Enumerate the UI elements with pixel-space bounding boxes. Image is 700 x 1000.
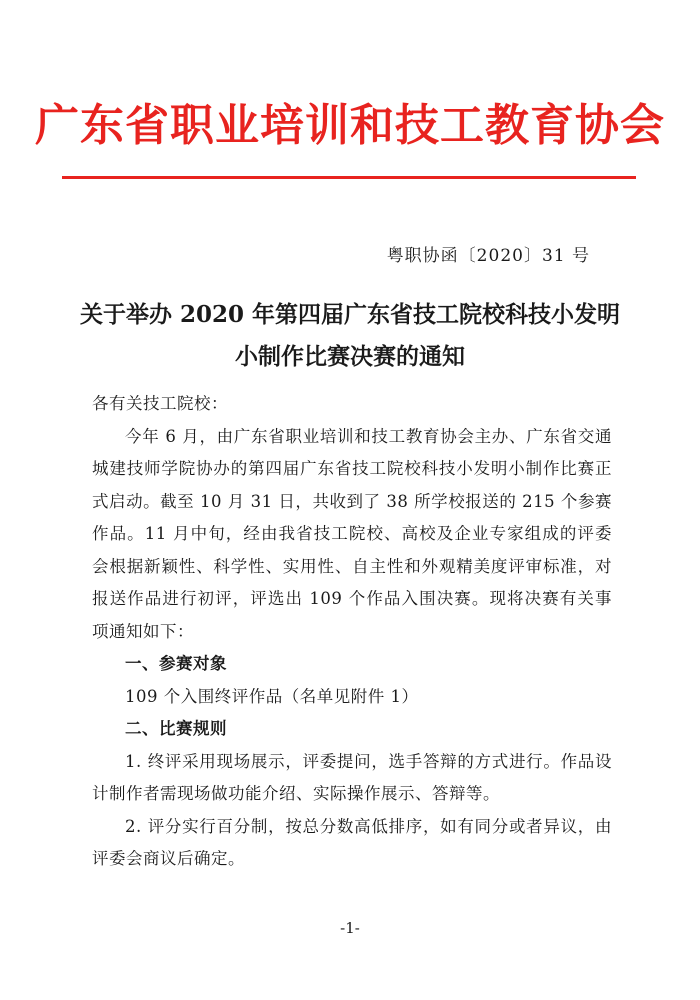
- document-heading-line-2: 小制作比赛决赛的通知: [235, 343, 465, 370]
- section-item: 109 个入围终评作品（名单见附件 1）: [125, 686, 419, 706]
- document-body: [92, 388, 612, 876]
- document-heading-line-1: 关于举办 2020 年第四届广东省技工院校科技小发明: [79, 301, 621, 328]
- letterhead-organization-name: 广东省职业培训和技工教育协会: [35, 100, 665, 151]
- page-number: -1-: [340, 919, 360, 937]
- salutation: 各有关技工院校：: [92, 394, 228, 413]
- document-heading: [60, 294, 640, 378]
- section-heading-participants: 一、参赛对象: [125, 654, 227, 673]
- section-item: 2. 评分实行百分制，按总分数高低排序，如有同分或者异议，由评委会商议后确定。: [92, 816, 612, 868]
- intro-paragraph: 今年 6 月，由广东省职业培训和技工教育协会主办、广东省交通城建技师学院协办的第四届广东省技工院校科技小发明小制作比赛正式启动。截至 10 月 31 日，共收到了 38 所学校报送的 215 个参赛作品。11 月中旬，经由我省技工院校、高校及企业专家组成的评委会根据新颖性、科学性、实用性、自主性和外观精美度评审标准，对报送作品进行初评，评选出 109 个作品入围决赛。现将决赛有关事项通知如下：: [92, 426, 612, 641]
- section-item: 1. 终评采用现场展示，评委提问，选手答辩的方式进行。作品设计制作者需现场做功能介绍、实际操作展示、答辩等。: [92, 751, 612, 803]
- letterhead-red-rule: [62, 176, 636, 179]
- section-heading-rules: 二、比赛规则: [125, 719, 227, 738]
- document-number: 粤职协函〔2020〕31 号: [386, 246, 590, 266]
